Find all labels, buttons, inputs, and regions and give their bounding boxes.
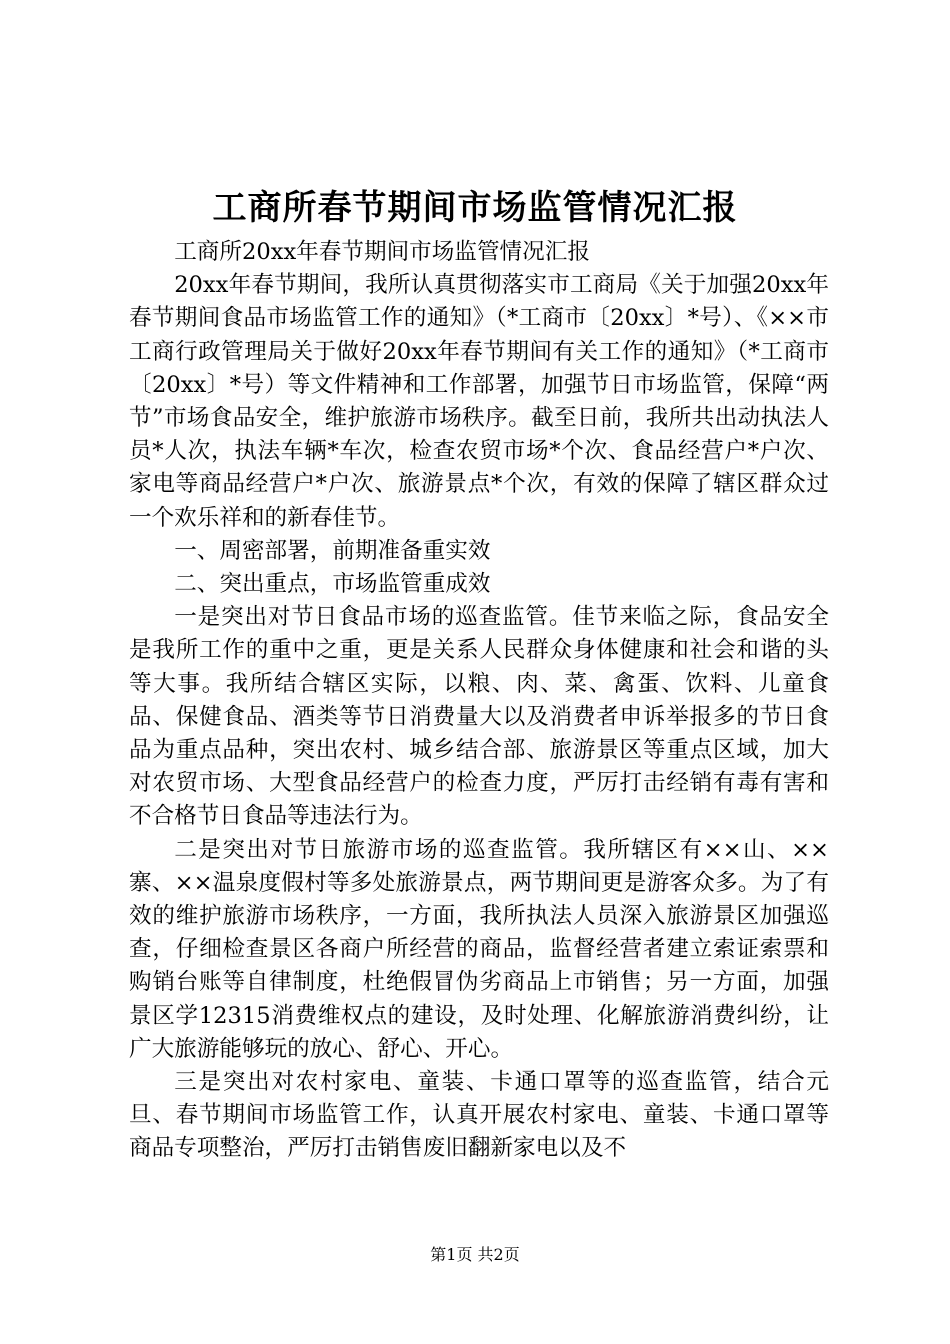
paragraph-intro: 20xx年春节期间，我所认真贯彻落实市工商局《关于加强20xx年春节期间食品市场监管工作的通知》（*工商市〔20xx〕*号）、《××市工商行政管理局关于做好20xx年春节期间有关工作的通知》（*工商市〔20xx〕*号）等文件精神和工作部署，加强节日市场监管，保障“两节”市场食品安全，维护旅游市场秩序。截至日前，我所共出动执法人员*人次，执法车辆*车次，检查农贸市场*个次、食品经营户*户次、家电等商品经营户*户次、旅游景点*个次，有效的保障了辖区群众过一个欢乐祥和的新春佳节。 — [129, 272, 829, 531]
paragraph-tourism-market: 二是突出对节日旅游市场的巡查监管。我所辖区有××山、××寨、××温泉度假村等多处旅游景点，两节期间更是游客众多。为了有效的维护旅游市场秩序，一方面，我所执法人员深入旅游景区加强巡查，仔细检查景区各商户所经营的商品，监督经营者建立索证索票和购销台账等自律制度，杜绝假冒伪劣商品上市销售；另一方面，加强景区学12315消费维权点的建设，及时处理、化解旅游消费纠纷，让广大旅游能够玩的放心、舒心、开心。 — [129, 836, 829, 1062]
paragraph-subtitle: 工商所20xx年春节期间市场监管情况汇报 — [174, 239, 590, 265]
page-footer: 第1页 共2页 — [430, 1245, 520, 1264]
paragraph-rural-appliances: 三是突出对农村家电、童装、卡通口罩等的巡查监管，结合元旦、春节期间市场监管工作，认真开展农村家电、童装、卡通口罩等商品专项整治，严厉打击销售废旧翻新家电以及不 — [129, 1069, 829, 1162]
paragraph-food-market: 一是突出对节日食品市场的巡查监管。佳节来临之际，食品安全是我所工作的重中之重，更是关系人民群众身体健康和社会和谐的头等大事。我所结合辖区实际，以粮、肉、菜、禽蛋、饮料、儿童食品、保健食品、酒类等节日消费量大以及消费者申诉举报多的节日食品为重点品种，突出农村、城乡结合部、旅游景区等重点区域，加大对农贸市场、大型食品经营户的检查力度，严厉打击经销有毒有害和不合格节日食品等违法行为。 — [129, 604, 829, 830]
document-title: 工商所春节期间市场监管情况汇报 — [212, 188, 738, 228]
section-heading-2: 二、突出重点，市场监管重成效 — [174, 571, 491, 598]
document-body — [129, 236, 829, 1166]
section-heading-1: 一、周密部署，前期准备重实效 — [174, 537, 491, 564]
